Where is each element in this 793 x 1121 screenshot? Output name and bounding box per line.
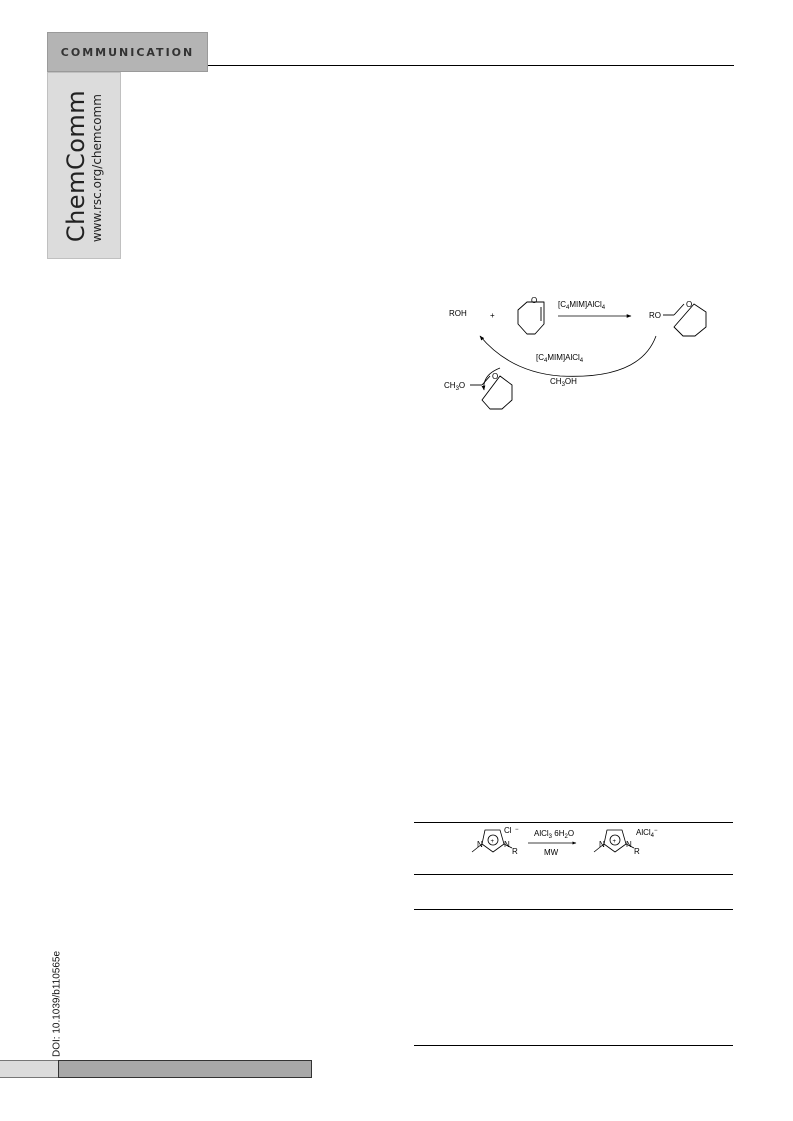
section-label: COMMUNICATION — [60, 45, 195, 59]
table-rule-bottom — [414, 1045, 733, 1046]
roh-label: ROH — [449, 309, 467, 318]
methyl-thp-oxygen: O — [492, 372, 499, 381]
chloride-label: Cl — [504, 826, 512, 835]
header-rule — [208, 65, 734, 66]
plus-sign: + — [490, 311, 495, 320]
condition-label: MW — [544, 848, 559, 857]
methanol-label: $CH_3OH$ — [550, 377, 577, 388]
doi-label: DOI: 10.1039/b110565e — [51, 950, 63, 1058]
footer-bar-dark — [58, 1060, 312, 1078]
n3-right: N — [626, 840, 632, 849]
thp-ether-structure — [663, 304, 706, 336]
dihydropyran-structure — [518, 302, 544, 334]
n3-left: N — [504, 840, 510, 849]
journal-banner — [47, 72, 121, 259]
r-right: R — [634, 847, 640, 856]
scheme-ionic-liquid — [460, 822, 690, 872]
table-rule-mid — [414, 874, 733, 875]
journal-banner-text — [63, 89, 105, 241]
methyl-thp-structure — [470, 376, 512, 409]
scheme-thp-protection — [440, 290, 740, 450]
catalyst-bottom: $[C_4MIM]AlCl_4$ — [536, 353, 584, 364]
dihydropyran-oxygen: O — [531, 296, 538, 305]
footer-bar-light — [0, 1060, 58, 1078]
thp-ether-oxygen: O — [686, 300, 693, 309]
charge-left: + — [490, 839, 495, 845]
journal-logo: ChemComm — [62, 89, 90, 242]
r-left: R — [512, 847, 518, 856]
chloride-minus: − — [515, 827, 519, 833]
section-tab — [47, 32, 208, 72]
table-rule-header — [414, 909, 733, 910]
n1-left: N — [477, 840, 483, 849]
methoxy-label: $CH_3O$ — [444, 381, 466, 392]
reagent-label: AlCl$_3$ $6H_2O$ — [534, 829, 575, 840]
charge-right: + — [612, 839, 617, 845]
catalyst-top: $[C_4MIM]AlCl_4$ — [558, 300, 606, 311]
journal-url: www.rsc.org/chemcomm — [90, 93, 104, 242]
tetrachloroaluminate-label: AlCl$_4$− — [636, 828, 658, 839]
ro-label: RO — [649, 311, 661, 320]
n1-right: N — [599, 840, 605, 849]
